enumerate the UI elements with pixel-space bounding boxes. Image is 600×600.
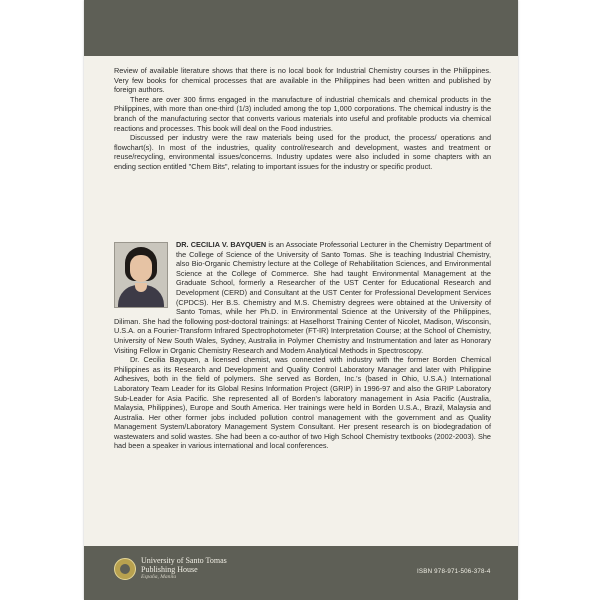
author-photo — [114, 242, 168, 308]
intro-paragraph-2: There are over 300 firms engaged in the manufacture of industrial chemicals and chemical products in the Philippines, with more than one-third (1/3) included among the top 1,000 corporations. The chemical industry is the branch of the manufacturing sector that converts various materials into useful and profitable products via chemical reactions and processes. This book will deal on the Food industries. — [114, 94, 491, 133]
top-color-band — [84, 0, 518, 56]
intro-paragraph-3: Discussed per industry were the raw materials being used for the product, the process/ operations and flowchart(s). In most of the industries, quality control/research and development, wastes and treatment or reuse/recycling, environmental issues/concerns. Industry updates were also included in some chapters with an ending section entitled "Chem Bits", relating to important issues for the industry or specific product. — [114, 133, 491, 171]
isbn-label: ISBN 978-971-506-378-4 — [417, 568, 491, 575]
author-name: DR. CECILIA V. BAYQUEN — [176, 240, 267, 249]
intro-text — [114, 66, 491, 172]
author-bio — [114, 240, 491, 451]
publisher-logo — [114, 556, 227, 581]
publisher-name-line2: Publishing House — [141, 565, 198, 574]
book-back-cover — [84, 0, 518, 600]
intro-paragraph-1: Review of available literature shows that there is no local book for Industrial Chemistry courses in the Philippines. Very few books for chemical processes that are available in the Philippines had been written and published by foreign authors. — [114, 66, 491, 95]
ust-seal-icon — [114, 558, 136, 580]
publisher-location: España, Manila — [141, 574, 177, 580]
bio-paragraph-1-text: is an Associate Professorial Lecturer in the Chemistry Department of the College of Science of the University of Santo Tomas. She is teaching Industrial Chemistry, also Bio-Organic Chemistry lecture at the College of Rehabilitation Sciences, and Environmental Science at the College of Commerce. She had taught Environmental Management at the Graduate School, formerly a Researcher of the UST Center for Educational Research and Development (CERD) and Consultant at the UST Center for Professional Development Services (CPDCS). Her B.S. Chemistry and M.S. Chemistry degrees were obtained at the University of Santo Tomas, while her Ph.D. in Environmental Science at the University of the Philippines, Diliman. She had the following post-doctoral trainings: at Haselhorst Training Center of Nicolet, Madison, Wisconsin, U.S.A. on a Fourier-Transform Infrared Spectrophotometer (FT-IR) Interpretation Course; at the School of Chemistry, University of New South Wales, Sydney, Australia in Polymer Chemistry and Instrumentation and later as Honorary Visiting Fellow in Organic Chemistry Research and Modern Analytical Methods in Spectroscopy. — [114, 240, 492, 355]
bio-paragraph-1 — [114, 240, 491, 355]
bio-paragraph-2: Dr. Cecilia Bayquen, a licensed chemist, was connected with industry with the former Borden Chemical Philippines as its Research and Development and Quality Control Laboratory Manager and later with Philippine Adhesives, both in the field of polymers. She served as Borden, Inc.'s (based in Ohio, U.S.A.) International Laboratory Team Leader for its Global Resins Information Project (GRIP) in 1996-97 and also the GRIP Laboratory Sub-Leader for Asia Pacific. She represented all of Borden's laboratory management in Asia Pacific (Australia, Malaysia, Philippines), Europe and South America. Her trainings were held in Borden U.S.A., Brazil, Malaysia and Australia. Her other former jobs included pollution control management with the government and as Quality Management System/Laboratory Management System Consultant. Her present research is on biodegradation of wastewaters and solid wastes. She had been a co-author of two High School Chemistry textbooks (2002-2003). She had been a speaker in various international and local conferences. — [114, 355, 491, 451]
publisher-name-line1: University of Santo Tomas — [141, 556, 227, 565]
